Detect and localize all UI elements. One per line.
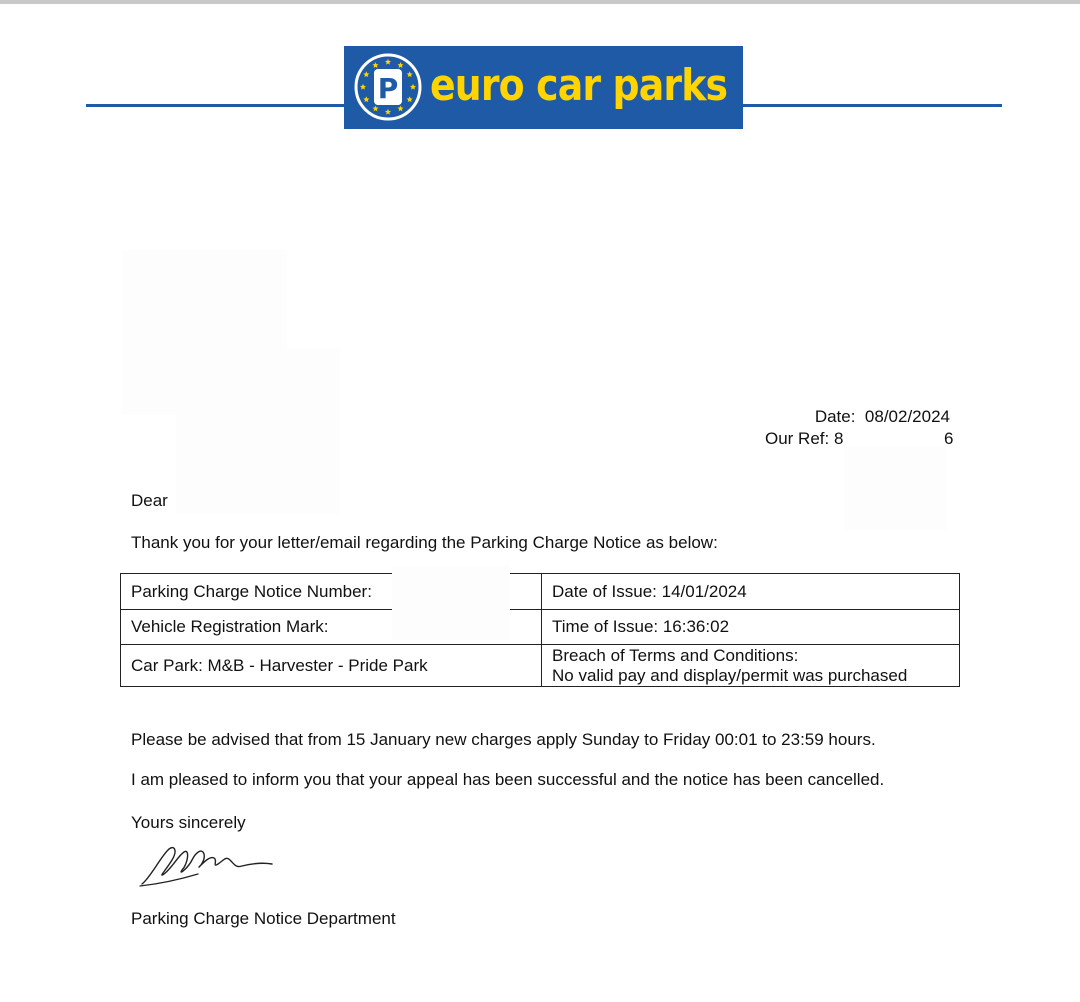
badge-letter: P (377, 72, 399, 105)
ref-value: 8 (833, 429, 844, 448)
page-top-border (0, 0, 1080, 4)
ref-label: Our Ref: (765, 429, 830, 448)
date-value: 08/02/2024 (864, 407, 950, 426)
brand-name: euro car parks (430, 60, 728, 111)
table-row (121, 574, 960, 610)
time-of-issue-cell: Time of Issue: 16:36:02 (542, 610, 960, 645)
notice-details-table (120, 573, 960, 687)
star-icon (385, 109, 391, 115)
closing: Yours sincerely (131, 813, 246, 832)
our-reference (765, 429, 843, 449)
date-label: Date: (814, 407, 856, 426)
breach-detail: No valid pay and display/permit was purchased (552, 665, 908, 685)
pcn-number-cell: Parking Charge Notice Number: (121, 574, 542, 610)
star-icon (372, 105, 378, 111)
advice-paragraph: Please be advised that from 15 January new charges apply Sunday to Friday 00:01 to 23:59 hours. (131, 730, 876, 749)
table-row (121, 610, 960, 645)
outcome-paragraph: I am pleased to inform you that your appeal has been successful and the notice has been cancelled. (131, 770, 885, 789)
star-icon (360, 84, 366, 90)
header-rule-left (86, 104, 346, 107)
star-icon (372, 62, 378, 68)
breach-cell (542, 645, 960, 687)
star-icon (397, 105, 403, 111)
table-row (121, 645, 960, 687)
euro-car-parks-logo (344, 46, 743, 129)
redacted-name-block (176, 348, 340, 514)
vrm-cell: Vehicle Registration Mark: (121, 610, 542, 645)
ref-value-tail: 6 (944, 429, 954, 448)
department-signoff: Parking Charge Notice Department (131, 909, 396, 928)
salutation: Dear (131, 491, 168, 510)
date-of-issue-cell: Date of Issue: 14/01/2024 (542, 574, 960, 610)
redacted-pcn-vrm (392, 566, 510, 640)
star-icon (363, 96, 369, 102)
star-icon (410, 84, 416, 90)
breach-heading: Breach of Terms and Conditions: (552, 645, 799, 665)
star-icon (385, 59, 391, 65)
handwritten-signature (138, 838, 278, 890)
redacted-reference-block (844, 446, 947, 530)
intro-paragraph: Thank you for your letter/email regarding the Parking Charge Notice as below: (131, 533, 718, 552)
star-icon (397, 62, 403, 68)
star-icon (407, 96, 413, 102)
star-icon (407, 71, 413, 77)
star-icon (363, 71, 369, 77)
letter-date (815, 407, 950, 427)
header-rule-right (741, 104, 1002, 107)
car-park-cell: Car Park: M&B - Harvester - Pride Park (121, 645, 542, 687)
